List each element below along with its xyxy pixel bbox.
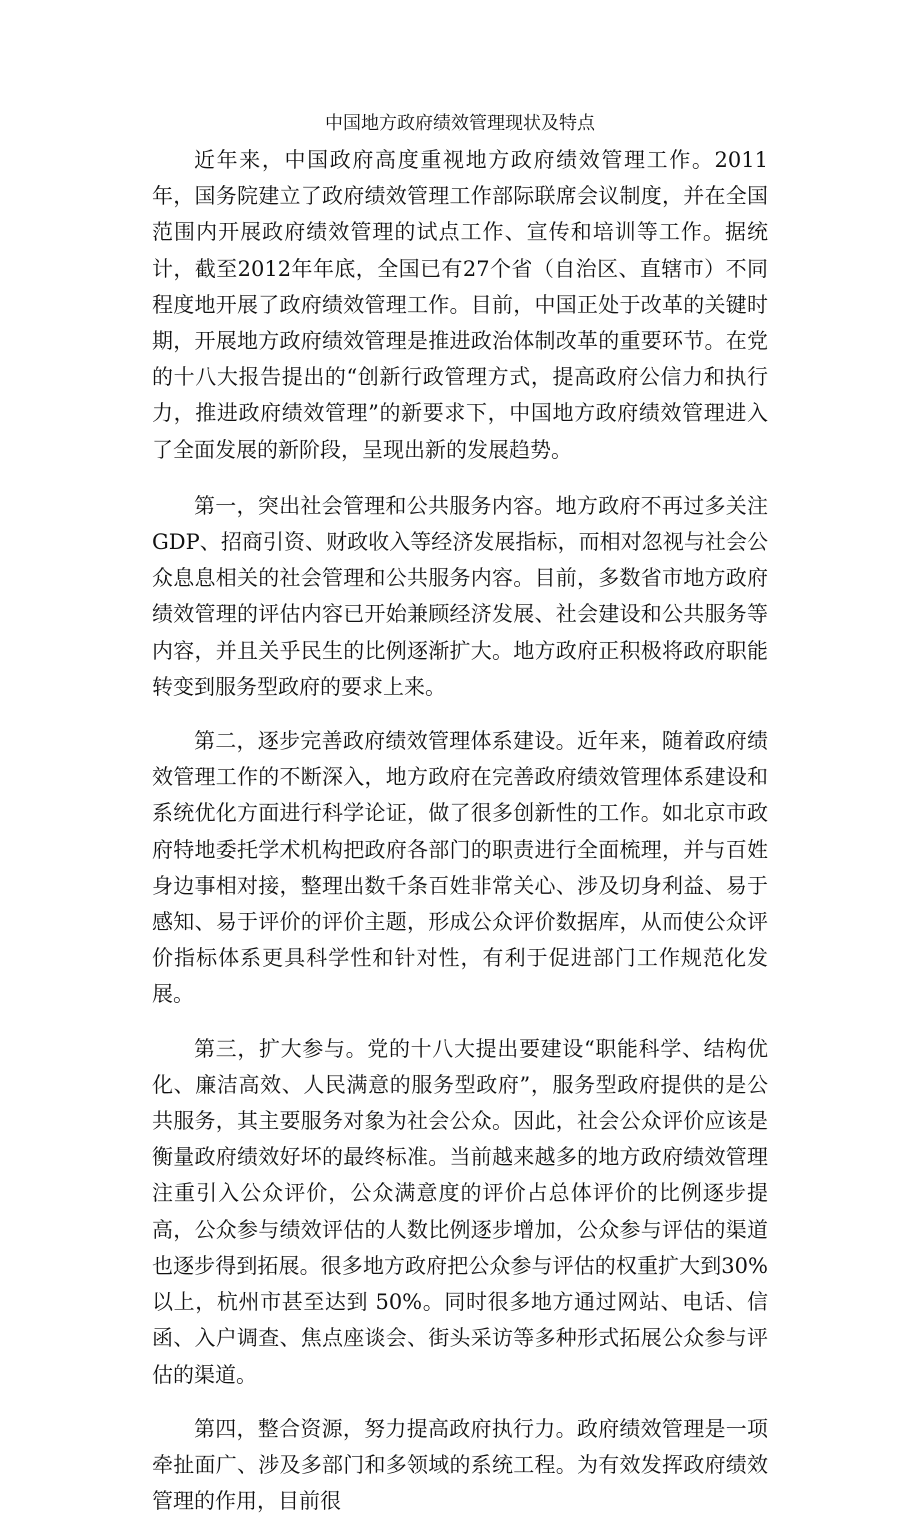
document-title: 中国地方政府绩效管理现状及特点 [325,113,595,134]
paragraph-intro: 近年来，中国政府高度重视地方政府绩效管理工作。2011年，国务院建立了政府绩效管理工作部际联席会议制度，并在全国范围内开展政府绩效管理的试点工作、宣传和培训等工作。据统计，截至2012年年底，全国已有27个省（自治区、直辖市）不同程度地开展了政府绩效管理工作。目前，中国正处于改革的关键时期，开展地方政府绩效管理是推进政治体制改革的重要环节。在党的十八大报告提出的“创新行政管理方式，提高政府公信力和执行力，推进政府绩效管理”的新要求下，中国地方政府绩效管理进入了全面发展的新阶段，呈现出新的发展趋势。 [152,148,768,462]
paragraph-first-point: 第一，突出社会管理和公共服务内容。地方政府不再过多关注GDP、招商引资、财政收入等经济发展指标，而相对忽视与社会公众息息相关的社会管理和公共服务内容。目前，多数省市地方政府绩效管理的评估内容已开始兼顾经济发展、社会建设和公共服务等内容，并且关乎民生的比例逐渐扩大。地方政府正积极将政府职能转变到服务型政府的要求上来。 [152,493,768,699]
paragraph-second-point: 第二，逐步完善政府绩效管理体系建设。近年来，随着政府绩效管理工作的不断深入，地方政府在完善政府绩效管理体系建设和系统优化方面进行科学论证，做了很多创新性的工作。如北京市政府特地委托学术机构把政府各部门的职责进行全面梳理，并与百姓身边事相对接，整理出数千条百姓非常关心、涉及切身利益、易于感知、易于评价的评价主题，形成公众评价数据库，从而使公众评价指标体系更具科学性和针对性，有利于促进部门工作规范化发展。 [152,729,768,1007]
paragraph-third-point: 第三，扩大参与。党的十八大提出要建设“职能科学、结构优化、廉洁高效、人民满意的服务型政府”，服务型政府提供的是公共服务，其主要服务对象为社会公众。因此，社会公众评价应该是衡量政府绩效好坏的最终标准。当前越来越多的地方政府绩效管理注重引入公众评价，公众满意度的评价占总体评价的比例逐步提高，公众参与绩效评估的人数比例逐步增加，公众参与评估的渠道也逐步得到拓展。很多地方政府把公众参与评估的权重扩大到30%以上，杭州市甚至达到 50%。同时很多地方通过网站、电话、信函、入户调查、焦点座谈会、街头采访等多种形式拓展公众参与评估的渠道。 [152,1036,768,1387]
paragraph-fourth-point: 第四，整合资源，努力提高政府执行力。政府绩效管理是一项牵扯面广、涉及多部门和多领域的系统工程。为有效发挥政府绩效管理的作用，目前很 [152,1416,768,1514]
